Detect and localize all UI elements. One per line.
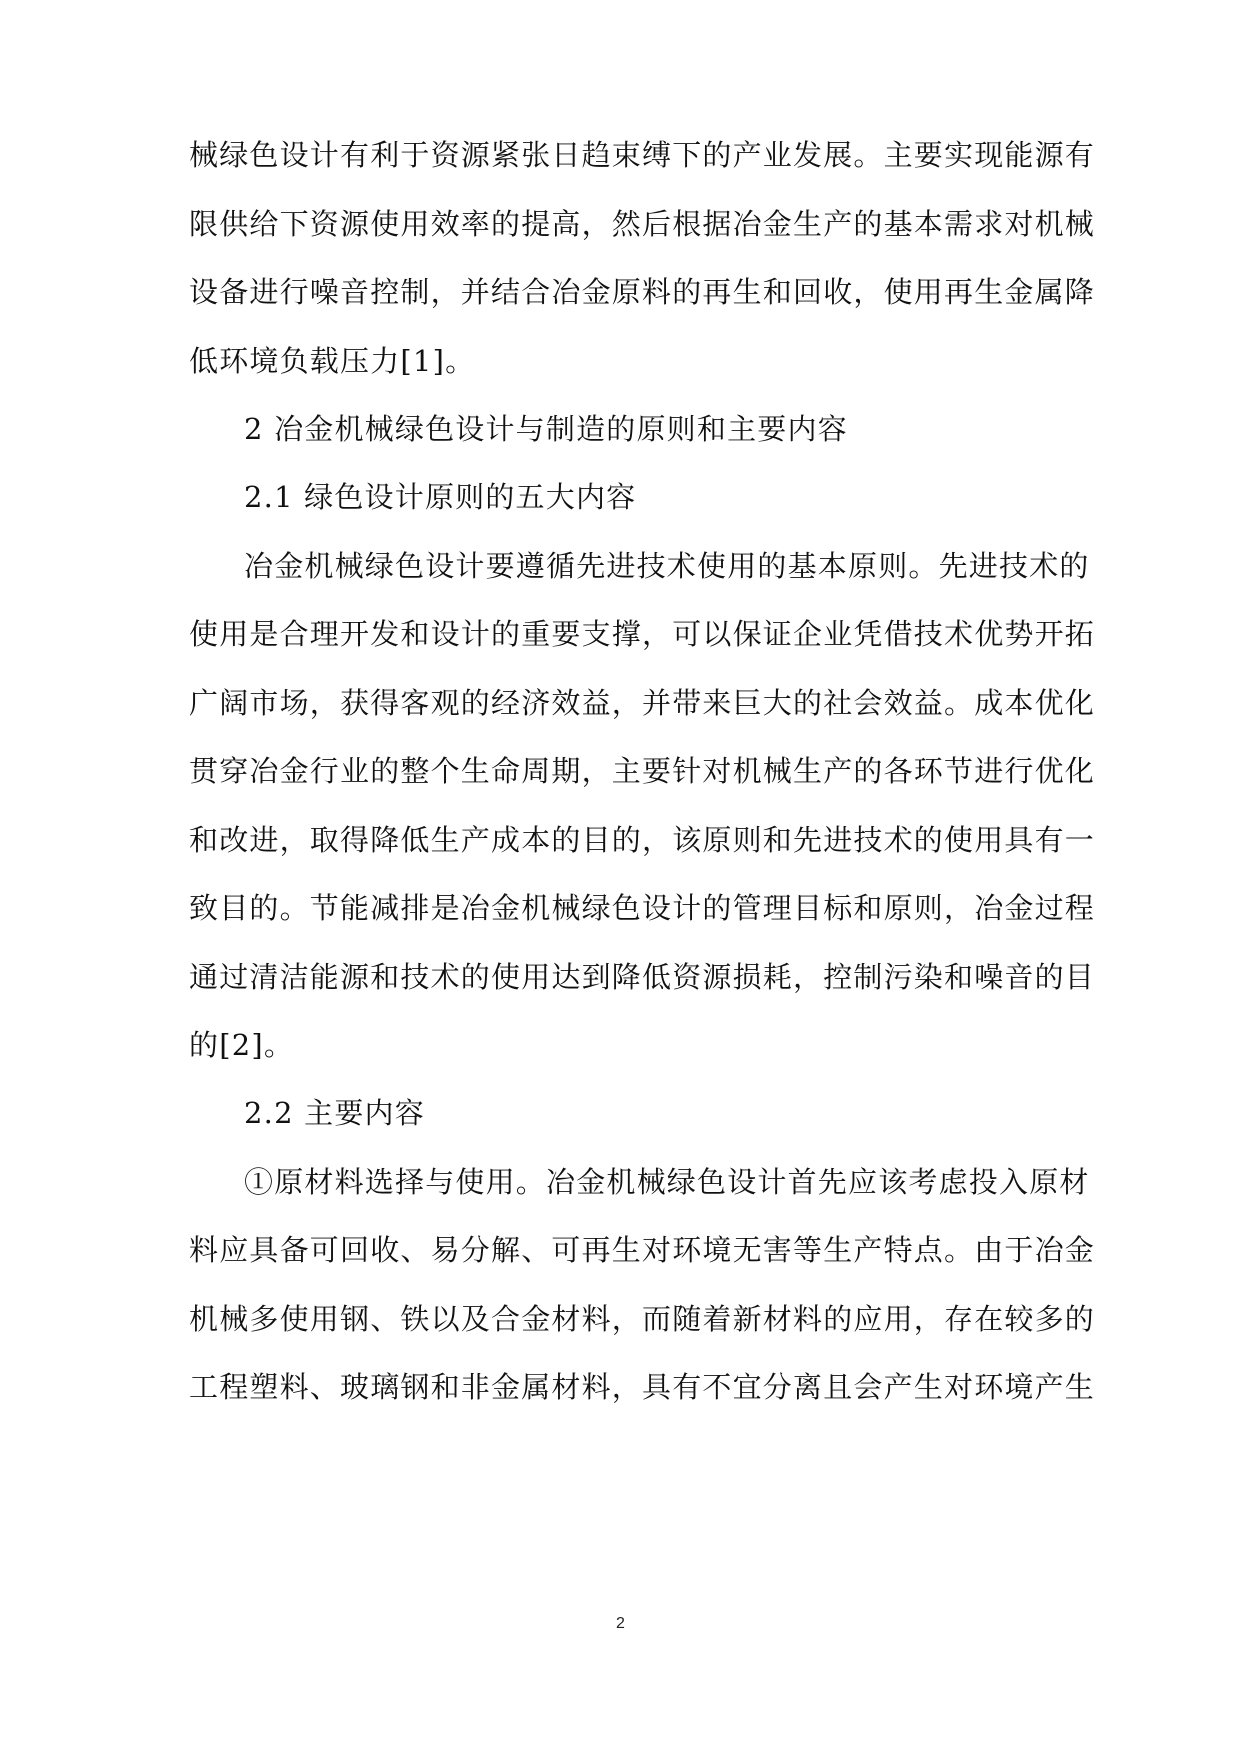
text-line: 设备进行噪音控制，并结合冶金原料的再生和回收，使用再生金属降	[189, 275, 1096, 309]
text-line: 械绿色设计有利于资源紧张日趋束缚下的产业发展。主要实现能源有	[189, 138, 1096, 172]
text-line: 料应具备可回收、易分解、可再生对环境无害等生产特点。由于冶金	[189, 1233, 1096, 1267]
paragraph-first-line: ①原材料选择与使用。冶金机械绿色设计首先应该考虑投入原材	[244, 1165, 1090, 1199]
section-heading: 2 冶金机械绿色设计与制造的原则和主要内容	[244, 412, 848, 446]
text-line: 广阔市场，获得客观的经济效益，并带来巨大的社会效益。成本优化	[189, 686, 1096, 720]
text-line: 低环境负载压力[1]。	[189, 344, 476, 378]
paragraph-first-line: 冶金机械绿色设计要遵循先进技术使用的基本原则。先进技术的	[244, 549, 1090, 583]
text-line: 致目的。节能减排是冶金机械绿色设计的管理目标和原则，冶金过程	[189, 891, 1096, 925]
subsection-heading: 2.2 主要内容	[244, 1096, 425, 1130]
subsection-heading: 2.1 绿色设计原则的五大内容	[244, 480, 637, 514]
text-line: 和改进，取得降低生产成本的目的，该原则和先进技术的使用具有一	[189, 823, 1096, 857]
text-line: 工程塑料、玻璃钢和非金属材料，具有不宜分离且会产生对环境产生	[189, 1370, 1096, 1404]
text-line: 通过清洁能源和技术的使用达到降低资源损耗，控制污染和噪音的目	[189, 960, 1096, 994]
text-line: 贯穿冶金行业的整个生命周期，主要针对机械生产的各环节进行优化	[189, 754, 1096, 788]
text-line: 的[2]。	[189, 1028, 295, 1062]
text-line: 限供给下资源使用效率的提高，然后根据冶金生产的基本需求对机械	[189, 207, 1096, 241]
page-number: 2	[616, 1615, 625, 1632]
text-line: 使用是合理开发和设计的重要支撑，可以保证企业凭借技术优势开拓	[189, 617, 1096, 651]
text-line: 机械多使用钢、铁以及合金材料，而随着新材料的应用，存在较多的	[189, 1302, 1096, 1336]
